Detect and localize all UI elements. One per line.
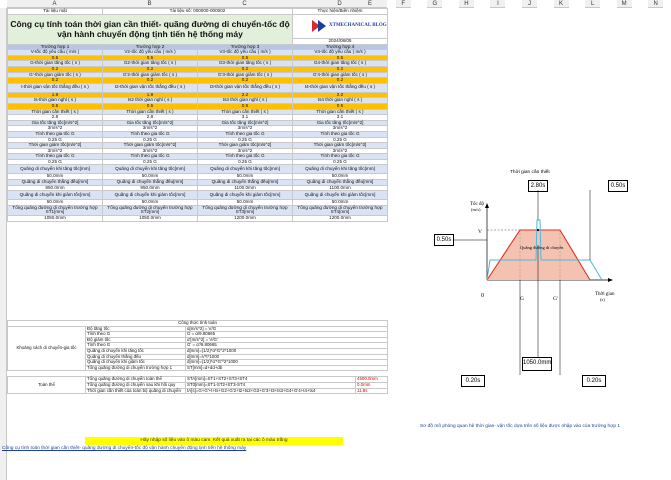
label-cell[interactable]: Quãng di chuyển thẳng đều[mm] — [198, 180, 293, 186]
column-header-j[interactable]: J — [522, 0, 537, 8]
formula-expression[interactable]: ST[mm]=d+dd+db — [186, 365, 388, 371]
result-cell[interactable]: 0.25 G — [103, 137, 198, 143]
label-cell[interactable]: Gia tốc tăng tốc[m/s^2] — [8, 120, 103, 126]
result-cell[interactable]: 950.0mm — [8, 185, 103, 191]
result-cell[interactable]: 3.1 — [293, 115, 388, 121]
label-cell[interactable]: Quãng di chuyển khi giảm tốc[mm] — [8, 191, 103, 200]
box-decel-time[interactable]: 0.20s — [582, 375, 606, 387]
label-cell[interactable]: V-tốc độ yêu cầu ( m/s ) — [8, 50, 103, 56]
label-cell[interactable]: Gia tốc tăng tốc[m/s^2] — [198, 120, 293, 126]
result-cell[interactable]: 50.0mm — [8, 200, 103, 206]
label-cell[interactable]: G3-thời gian tăng tốc ( s ) — [198, 61, 293, 67]
column-header-h[interactable]: H — [459, 0, 474, 8]
input-cell[interactable]: 0.2 — [198, 78, 293, 84]
y-unit: (m/s) — [471, 207, 481, 212]
x-label: Thời gian — [595, 292, 615, 297]
column-header-k[interactable]: K — [554, 0, 569, 8]
y-axis-arrow-icon — [485, 203, 489, 208]
result-cell[interactable]: 950.0mm — [103, 185, 198, 191]
result-cell[interactable]: 1200.0mm — [198, 216, 293, 222]
case-header-2[interactable]: Trường hợp 2 — [103, 44, 198, 50]
label-cell[interactable]: Tính theo gia tốc G — [293, 154, 388, 160]
sheet-row — [8, 165, 388, 174]
input-cell[interactable]: 1.9 — [103, 92, 198, 98]
column-header-c[interactable]: C — [197, 0, 292, 8]
v-label: V — [478, 229, 482, 235]
result-cell[interactable]: 50.0mm — [293, 200, 388, 206]
label-cell[interactable]: Tính theo gia tốc G — [198, 131, 293, 137]
result-cell[interactable]: 3m/s^2 — [198, 148, 293, 154]
result-cell[interactable]: 0.25 G — [198, 159, 293, 165]
formula-expression[interactable]: d[mm]=(1/2)*α'*G'^2*1000 — [186, 360, 388, 366]
column-header-m[interactable]: M — [617, 0, 632, 8]
label-cell[interactable]: Tổng quãng đường di chuyển trường hợp ST2[mm] — [103, 205, 198, 215]
total-result[interactable]: 4500.0mm — [356, 377, 388, 383]
input-cell[interactable]: 0.2 — [293, 66, 388, 72]
label-cell[interactable]: Tổng quãng đường di chuyển trường hợp ST1[mm] — [8, 205, 103, 215]
label-cell[interactable]: Gia tốc tăng tốc[m/s^2] — [293, 120, 388, 126]
label-cell[interactable]: Quãng di chuyển khi giảm tốc[mm] — [293, 191, 388, 200]
formula-expression[interactable]: α'[m/s^2] = V/G' — [186, 337, 388, 343]
box-distance[interactable]: 1050.0mm — [522, 357, 552, 371]
label-cell[interactable]: Tính theo gia tốc G — [103, 131, 198, 137]
label-cell[interactable]: G'4-thời gian giảm tốc ( s ) — [293, 72, 388, 78]
label-cell[interactable]: G'2-thời gian giảm tốc ( s ) — [103, 72, 198, 78]
result-cell[interactable]: 1100.0mm — [293, 185, 388, 191]
column-header-d[interactable]: D — [292, 0, 387, 8]
label-cell[interactable]: V4-tốc độ yêu cầu ( m/s ) — [293, 50, 388, 56]
label-cell[interactable]: ts4 thời gian nghỉ ( s ) — [293, 98, 388, 104]
label-cell[interactable]: Thời gian cần thiết ( s ) — [198, 109, 293, 115]
input-cell[interactable]: 0.2 — [103, 66, 198, 72]
result-cell[interactable]: 0.25 G — [293, 137, 388, 143]
total-result[interactable]: 0.0mm — [356, 382, 388, 388]
column-header-i[interactable]: I — [490, 0, 505, 8]
input-cell[interactable]: 0.5 — [8, 103, 103, 109]
result-cell[interactable]: 1050.0mm — [8, 216, 103, 222]
result-cell[interactable]: 1100.0mm — [198, 185, 293, 191]
case-header-1[interactable]: Trường hợp 1 — [8, 44, 103, 50]
label-cell[interactable]: G'3-thời gian giảm tốc ( s ) — [198, 72, 293, 78]
input-cell[interactable]: 0.2 — [198, 66, 293, 72]
label-cell[interactable]: Tính theo gia tốc G — [198, 154, 293, 160]
cell-secret-label[interactable]: Tài liệu mật — [8, 9, 103, 15]
column-header-a[interactable]: A — [7, 0, 102, 8]
sheet-row — [8, 83, 388, 92]
g-label: G — [520, 296, 524, 302]
formula-table — [7, 320, 388, 394]
sheet-row — [8, 216, 388, 222]
input-cell[interactable]: 2.2 — [293, 92, 388, 98]
result-cell[interactable]: 1200.0mm — [293, 216, 388, 222]
input-cell[interactable]: 0.5 — [293, 55, 388, 61]
g-prime-label: G' — [553, 296, 558, 302]
logo-text: XTMECHANICAL BLOG — [329, 22, 387, 28]
case-header-3[interactable]: Trường hợp 3 — [198, 44, 293, 50]
input-cell[interactable]: 0.5 — [103, 55, 198, 61]
label-cell[interactable]: Thời gian giảm tốc[m/s^2] — [198, 143, 293, 149]
label-cell[interactable]: ts-thời gian nghỉ ( s ) — [8, 98, 103, 104]
result-cell[interactable]: 3m/s^2 — [103, 126, 198, 132]
label-cell[interactable]: Quãng di chuyển thẳng đều[mm] — [8, 180, 103, 186]
area-label: Quãng đường di chuyển — [520, 245, 564, 250]
label-cell[interactable]: Thời gian giảm tốc[m/s^2] — [293, 143, 388, 149]
speed-time-chart — [440, 185, 645, 375]
input-cell[interactable]: 0.2 — [8, 66, 103, 72]
main-sheet-table — [7, 8, 388, 222]
label-cell[interactable]: Thời gian cần thiết ( s ) — [103, 109, 198, 115]
formula-expression[interactable]: G' = α'/9.80665 — [186, 343, 388, 349]
label-cell[interactable]: Thời gian giảm tốc[m/s^2] — [8, 143, 103, 149]
input-cell[interactable]: 0.2 — [8, 78, 103, 84]
column-header-b[interactable]: B — [102, 0, 197, 8]
tool-title[interactable]: Công cụ tính toán thời gian cần thiết- quãng đường di chuyển-tốc độ vận hành chuyển động tịnh tiến hệ thống máy — [8, 14, 293, 44]
label-cell[interactable]: Tính theo gia tốc G — [8, 131, 103, 137]
total-label[interactable]: Tổng quãng đường di chuyển toàn thể — [86, 377, 186, 383]
result-cell[interactable]: 3m/s^2 — [293, 126, 388, 132]
column-header-l[interactable]: L — [585, 0, 600, 8]
label-cell[interactable]: Tính theo gia tốc G — [103, 154, 198, 160]
total-expression[interactable]: STA[mm]=ST1+ST2+ST3+ST4 — [186, 377, 356, 383]
label-cell[interactable]: V3-tốc độ yêu cầu ( m/s ) — [198, 50, 293, 56]
total-expression[interactable]: tA[s]=G+G'+t+ts+G2+G'2+t2+ts2+G3+G'3+t3+ts3+G4+G'4+t4+ts4 — [186, 388, 356, 394]
case-header-4[interactable]: Trường hợp 4 — [293, 44, 388, 50]
origin-label: 0 — [481, 293, 484, 299]
input-cell[interactable]: 0.2 — [293, 78, 388, 84]
cell-date[interactable]: 2024/08/05 — [293, 39, 388, 45]
label-cell[interactable]: t3-thời gian vận tốc thẳng đều ( s ) — [198, 83, 293, 92]
result-cell[interactable]: 3m/s^2 — [293, 148, 388, 154]
result-cell[interactable]: 2.8 — [103, 115, 198, 121]
label-cell[interactable]: Tính theo gia tốc G — [8, 154, 103, 160]
result-cell[interactable]: 50.0mm — [293, 174, 388, 180]
label-cell[interactable]: Quãng di chuyển khi tăng tốc[mm] — [8, 165, 103, 174]
label-cell[interactable]: Quãng di chuyển khi tăng tốc[mm] — [103, 165, 198, 174]
total-label[interactable]: Tổng quãng đường di chuyển sau khi hồi quy — [86, 382, 186, 388]
input-cell[interactable]: 0.5 — [198, 103, 293, 109]
column-header-f[interactable]: F — [396, 0, 411, 8]
formula-label[interactable]: Độ tăng tốc — [86, 326, 186, 332]
input-cell[interactable]: 0.2 — [103, 78, 198, 84]
cell-performer-label[interactable]: Thực hiện/Biên nhiệm — [293, 9, 388, 15]
input-cell[interactable]: 0.5 — [293, 103, 388, 109]
label-cell[interactable]: Thời gian cần thiết ( s ) — [8, 109, 103, 115]
label-cell[interactable]: t2-thời gian vận tốc thẳng đều ( s ) — [103, 83, 198, 92]
result-cell[interactable]: 0.25 G — [293, 159, 388, 165]
result-cell[interactable]: 50.0mm — [8, 174, 103, 180]
formula-group-distance: Khoảng cách di chuyển-gia tốc — [8, 326, 86, 371]
box-left-time[interactable]: 0.50s — [434, 234, 454, 246]
result-cell[interactable]: 1050.0mm — [103, 216, 198, 222]
label-cell[interactable]: Gia tốc tăng tốc[m/s^2] — [103, 120, 198, 126]
logo — [293, 14, 388, 38]
label-cell[interactable]: ts3 thời gian nghỉ ( s ) — [198, 98, 293, 104]
formula-expression[interactable]: d[mm]=(1/2)*α*G^2*1000 — [186, 348, 388, 354]
formula-group-total: Toàn thể — [8, 377, 86, 394]
formula-expression[interactable]: G = α/9.80665 — [186, 332, 388, 338]
label-cell[interactable]: Tính theo gia tốc G — [293, 131, 388, 137]
result-cell[interactable]: 0.25 G — [8, 137, 103, 143]
result-cell[interactable]: 3m/s^2 — [8, 126, 103, 132]
sheet-row — [8, 205, 388, 215]
label-cell[interactable]: Thời gian cần thiết ( s ) — [293, 109, 388, 115]
total-expression[interactable]: ST0[mm]=ST1-ST2+ST3-ST4 — [186, 382, 356, 388]
box-rest-time[interactable]: 0.50s — [608, 180, 628, 192]
formula-label[interactable]: Quãng di chuyển thẳng đều — [86, 354, 186, 360]
label-cell[interactable]: Thời gian giảm tốc[m/s^2] — [103, 143, 198, 149]
input-cell[interactable]: 0.5 — [198, 55, 293, 61]
formula-label[interactable]: Tính theo G — [86, 343, 186, 349]
result-cell[interactable]: 50.0mm — [103, 174, 198, 180]
input-cell[interactable]: 0.5 — [8, 55, 103, 61]
formula-expression[interactable]: d[mm]=V*t*1000 — [186, 354, 388, 360]
label-cell[interactable]: t4-thời gian vận tốc thẳng đều ( s ) — [293, 83, 388, 92]
formula-label[interactable]: Độ giảm tốc — [86, 337, 186, 343]
result-cell[interactable]: 0.25 G — [103, 159, 198, 165]
result-cell[interactable]: 50.0mm — [198, 200, 293, 206]
result-cell[interactable]: 50.0mm — [103, 200, 198, 206]
result-cell[interactable]: 3m/s^2 — [8, 148, 103, 154]
formula-label[interactable]: Quãng di chuyển khi giảm tốc — [86, 360, 186, 366]
x-unit: (s) — [600, 297, 605, 302]
column-header-e[interactable]: E — [355, 0, 385, 8]
result-cell[interactable]: 3m/s^2 — [198, 126, 293, 132]
total-result[interactable]: 11.8s — [356, 388, 388, 394]
peak-marker — [537, 229, 539, 231]
total-label[interactable]: Thời gian cần thiết của toàn bộ quãng di chuyển — [86, 388, 186, 394]
input-cell[interactable]: 0.5 — [103, 103, 198, 109]
sheet-row — [8, 191, 388, 200]
result-cell[interactable]: 0.25 G — [198, 137, 293, 143]
y-label: Tốc độ — [470, 202, 485, 207]
footer-link[interactable]: Công cụ tính toán thời gian cần thiết- quãng đường di chuyển-tốc độ vận hành chuyển động tịnh tiến hệ thống máy — [2, 446, 247, 451]
label-cell[interactable]: Quãng di chuyển thẳng đều[mm] — [293, 180, 388, 186]
x-axis-arrow-icon — [608, 278, 613, 282]
box-required-time[interactable]: 2.80s — [528, 180, 548, 192]
row-number-gutter — [0, 8, 7, 480]
label-cell[interactable]: t-thời gian vận tốc thẳng đều ( s ) — [8, 83, 103, 92]
label-cell[interactable]: G2-thời gian tăng tốc ( s ) — [103, 61, 198, 67]
label-cell[interactable]: G'-thời gian giảm tốc ( s ) — [8, 72, 103, 78]
result-cell[interactable]: 3.1 — [198, 115, 293, 121]
formula-label[interactable]: Tính theo G — [86, 332, 186, 338]
formula-expression[interactable]: α[m/s^2] = V/G — [186, 326, 388, 332]
diagram-caption: Sơ đồ mô phỏng quan hệ thời gian- vận tốc dựa trên số liệu được nhập vào của trường hợp 1 — [420, 424, 621, 429]
label-cell[interactable]: Quãng di chuyển khi giảm tốc[mm] — [198, 191, 293, 200]
formula-title: Công thức tính toán — [8, 321, 388, 327]
cell-doc-number[interactable]: Tài liệu số: 000000-000002 — [103, 9, 293, 15]
label-cell[interactable]: Quãng di chuyển khi giảm tốc[mm] — [103, 191, 198, 200]
diagram-title-time: Thời gian cần thiết — [510, 170, 550, 175]
input-instruction-banner: Hãy nhập số liệu vào ô màu cam. Kết quả xuất ra tại các ô màu trắng — [85, 437, 343, 445]
label-cell[interactable]: V2-tốc độ yêu cầu ( m/s ) — [103, 50, 198, 56]
label-cell[interactable]: Tổng quãng đường di chuyển trường hợp ST4[mm] — [293, 205, 388, 215]
formula-label[interactable]: Quãng di chuyển khi tăng tốc — [86, 348, 186, 354]
box-accel-time[interactable]: 0.20s — [461, 375, 485, 387]
input-cell[interactable]: 1.9 — [8, 92, 103, 98]
label-cell[interactable]: Quãng di chuyển khi tăng tốc[mm] — [293, 165, 388, 174]
column-header-g[interactable]: G — [427, 0, 442, 8]
result-cell[interactable]: 50.0mm — [198, 174, 293, 180]
label-cell[interactable]: Quãng di chuyển thẳng đều[mm] — [103, 180, 198, 186]
result-cell[interactable]: 2.8 — [8, 115, 103, 121]
column-header-n[interactable]: N — [648, 0, 663, 8]
label-cell[interactable]: Quãng di chuyển khi tăng tốc[mm] — [198, 165, 293, 174]
label-cell[interactable]: ts2 thời gian nghỉ ( s ) — [103, 98, 198, 104]
input-cell[interactable]: 2.2 — [198, 92, 293, 98]
formula-label[interactable]: Tổng quãng đường di chuyển trường hợp 1 — [86, 365, 186, 371]
result-cell[interactable]: 3m/s^2 — [103, 148, 198, 154]
xtmechanical-logo-icon — [310, 17, 387, 35]
label-cell[interactable]: G-thời gian tăng tốc ( s ) — [8, 61, 103, 67]
label-cell[interactable]: Tổng quãng đường di chuyển trường hợp ST3[mm] — [198, 205, 293, 215]
result-cell[interactable]: 0.25 G — [8, 159, 103, 165]
label-cell[interactable]: G4-thời gian tăng tốc ( s ) — [293, 61, 388, 67]
